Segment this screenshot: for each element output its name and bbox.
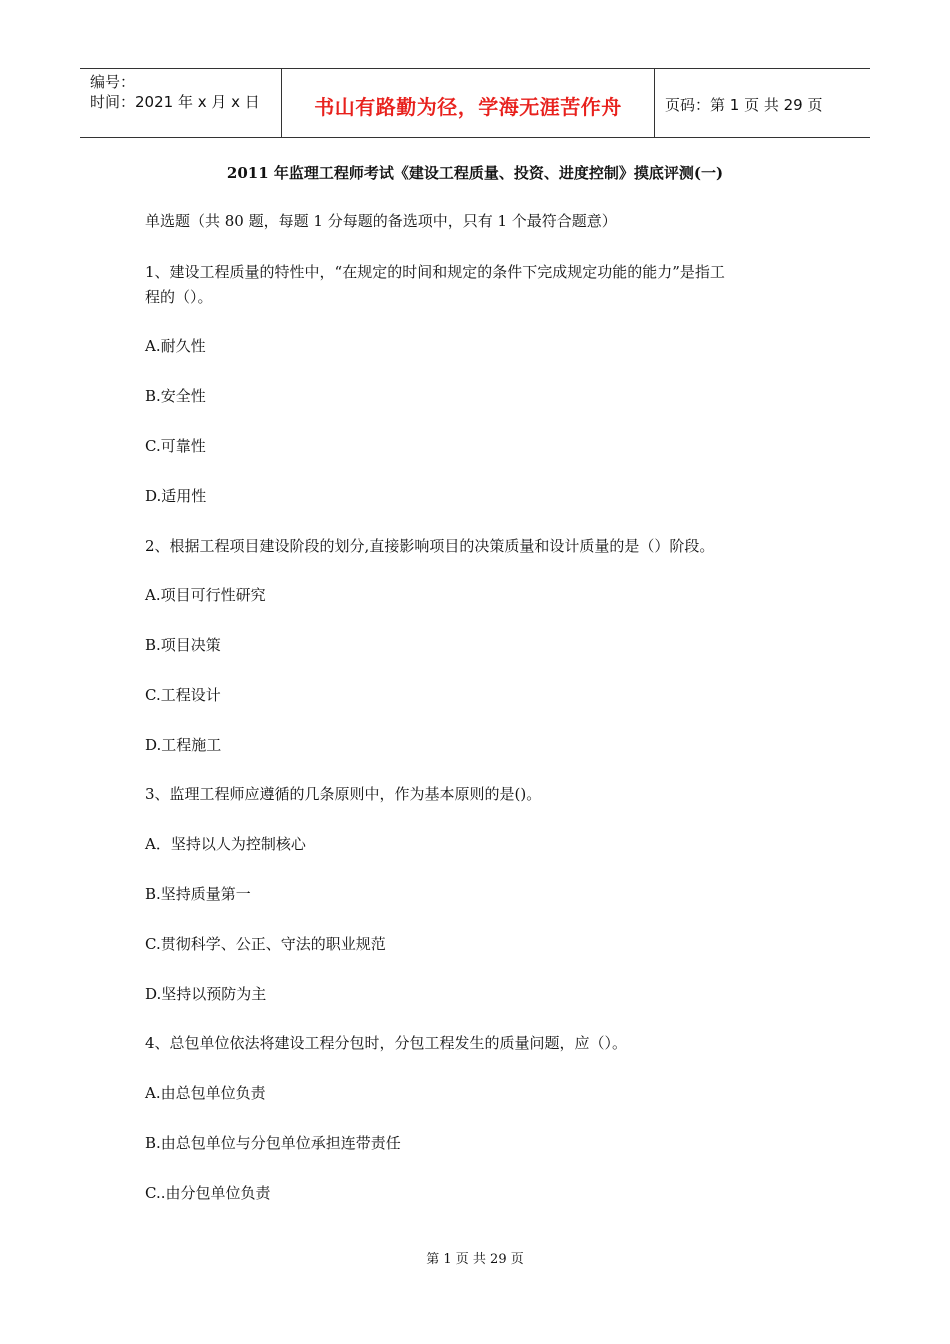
header-motto-cell [282,69,655,137]
date-label: 时间：2021 年 x 月 x 日 [90,93,260,111]
question-1-option-d: D.适用性 [145,487,207,505]
motto-text: 书山有路勤为径，学海无涯苦作舟 [314,95,622,119]
section-intro: 单选题（共 80 题，每题 1 分每题的备选项中，只有 1 个最符合题意） [145,212,617,230]
question-2-stem: 2、根据工程项目建设阶段的划分,直接影响项目的决策质量和设计质量的是（）阶段。 [145,537,715,555]
question-3-stem: 3、监理工程师应遵循的几条原则中，作为基本原则的是()。 [145,785,542,803]
question-1-stem-line-1: 1、建设工程质量的特性中，“在规定的时间和规定的条件下完成规定功能的能力”是指工 [145,263,725,281]
question-2-option-c: C.工程设计 [145,686,221,704]
header-page-cell [655,69,870,137]
question-3-option-a: A．坚持以人为控制核心 [145,835,306,853]
question-2-option-d: D.工程施工 [145,736,222,754]
question-1-option-a: A.耐久性 [145,337,206,355]
question-1-option-c: C.可靠性 [145,437,206,455]
question-3-option-b: B.坚持质量第一 [145,885,251,903]
question-2-option-b: B.项目决策 [145,636,221,654]
page-footer: 第 1 页 共 29 页 [426,1252,524,1267]
serial-number-label: 编号： [90,73,136,91]
page-number-info: 页码：第 1 页 共 29 页 [665,96,823,114]
question-3-option-d: D.坚持以预防为主 [145,985,267,1003]
page-header [80,68,870,138]
question-4-option-b: B.由总包单位与分包单位承担连带责任 [145,1134,401,1152]
question-4-stem: 4、总包单位依法将建设工程分包时，分包工程发生的质量问题，应（）。 [145,1034,628,1052]
question-3-option-c: C.贯彻科学、公正、守法的职业规范 [145,935,386,953]
header-meta-cell [80,69,282,137]
question-1-option-b: B.安全性 [145,387,206,405]
question-4-option-a: A.由总包单位负责 [145,1084,266,1102]
question-1-stem-line-2: 程的（）。 [145,288,213,306]
question-2-option-a: A.项目可行性研究 [145,586,266,604]
document-title: 2011 年监理工程师考试《建设工程质量、投资、进度控制》摸底评测(一) [226,164,724,182]
question-4-option-c: C..由分包单位负责 [145,1184,271,1202]
